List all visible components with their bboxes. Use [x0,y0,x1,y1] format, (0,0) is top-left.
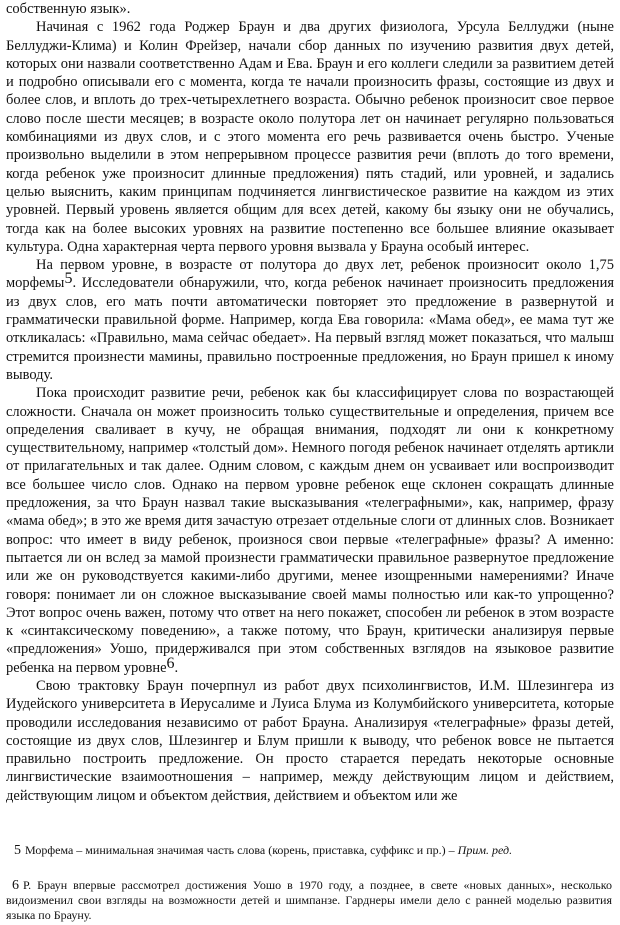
footnote-ref-5[interactable]: 5 [64,270,73,288]
footnote-5 [14,843,610,858]
main-text [6,0,614,805]
footnote-text: Р. Браун впервые рассмотрел достижения Уошо в 1970 году, а позднее, в свете «новых данных», несколько видоизменил свои взгляды на возможности детей и шимпанзе. Гарднеры имели дело с ранней моделью развития языка по Брауну. [6,878,612,922]
paragraph-text: . [174,659,179,676]
footnote-number: 6 [12,878,19,893]
footnote-number: 5 [14,843,21,858]
paragraph [6,384,614,677]
footnote-ref-6[interactable]: 6 [166,654,175,672]
footnote-6 [6,878,612,923]
paragraph-fragment: собственную язык». [6,1,131,17]
paragraph [6,256,614,384]
footnote-text: Морфема – минимальная значимая часть слова (корень, приставка, суффикс и пр.) – [25,843,458,857]
editor-note: Прим. ред. [457,843,513,857]
paragraph: Свою трактовку Браун почерпнул из работ двух психолингвистов, И.М. Шлезингера из Иудейского университета в Иерусалиме и Луиса Блума из Колумбийского университета, которые проводили исследования независимо от работ Брауна. Анализируя «телеграфные» фразы детей, состоящие из двух слов, Шлезингер и Блум пришли к выводу, что ребенок вовсе не пытается правильно построить предложение. Он просто старается передать некоторые основные лингвистические взаимоотношения – например, между действующим лицом и действием, действующим лицом и объектом действия, действием и объектом или же [6,677,614,804]
paragraph-text: . Исследователи обнаружили, что, когда ребенок начинает произносить предложения из двух слов, его мать почти автоматически повторяет это предложение в развернутой и грамматически правильной форме. Например, когда Ева говорила: «Мама обед», ее мама тут же откликалась: «Правильно, мама сейчас обедает». На первый взгляд может показаться, что малыш стремится произнести мамины, правильно построенные предложения, но Браун пришел к иному выводу. [6,275,614,383]
paragraph: Начиная с 1962 года Роджер Браун и два других физиолога, Урсула Беллуджи (ныне Беллуджи-Клима) и Колин Фрейзер, начали сбор данных по изучению развития двух детей, которых они назвали соответственно Адам и Ева. Браун и его коллеги следили за развитием детей и подробно описывали его с момента, когда те начали произносить фразы, состоящие из двух и более слов, и вплоть до трех-четырехлетнего возраста. Обычно ребенок произносит свое первое слово после шести месяцев; в возрасте около полутора лет он начинает регулярно пользоваться комбинациями из двух слов, и с этого момента его речь развивается очень быстро. Ученые произвольно выделили в этом непрерывном процессе развития речи (вплоть до того времени, когда ребенок уже произносит длинные предложения) пять стадий, или уровней, и задались целью выяснить, каким принципам подчиняется лингвистическое развитие на каждом из этих уровней. Первый уровень является общим для всех детей, какому бы языку они не обучались, тогда как на более высоких уровнях на развитие постепенно все большее влияние оказывает культура. Одна характерная черта первого уровня вызвала у Брауна особый интерес. [6,19,614,255]
paragraph-text: На первом уровне, в возрасте от полутора до двух лет, ребенок произносит около 1,75 морфемы [6,257,614,292]
paragraph-text: Пока происходит развитие речи, ребенок как бы классифицирует слова по возрастающей сложности. Сначала он может произносить только существительные и определения, причем все определения сваливает в кучу, не обращая внимания, подходят ли они к конкретному существительному, например «толстый дом». Немного погодя ребенок начинает отделять артикли от прилагательных и так далее. Одним словом, с каждым днем он усваивает или воспроизводит все большее число слов. Однако на первом уровне ребенок еще склонен сокращать длинные предложения, за что Браун назвал такие высказывания «телеграфными», как, например, фразу «мама обед»; в это же время дитя зачастую отрезает отдельные слоги от длинных слов. Возникает вопрос: что имеет в виду ребенок, произнося свои первые «телеграфные» фразы? А именно: пытается ли он вслед за мамой произнести грамматически правильное развернутое предложение или же он руководствуется какими-либо другими, менее изощренными намерениями? Иначе говоря: понимает ли он сложное высказывание своей мамы полностью или как-то упрощенно? Этот вопрос очень важен, потому что ответ на него покажет, способен ли ребенок в этом возрасте к «синтаксическому поведению», а также потому, что Браун, критически анализируя первые «предложения» Уошо, придерживался при этом собственных взглядов на языковое развитие ребенка на первом уровне [6,385,614,676]
